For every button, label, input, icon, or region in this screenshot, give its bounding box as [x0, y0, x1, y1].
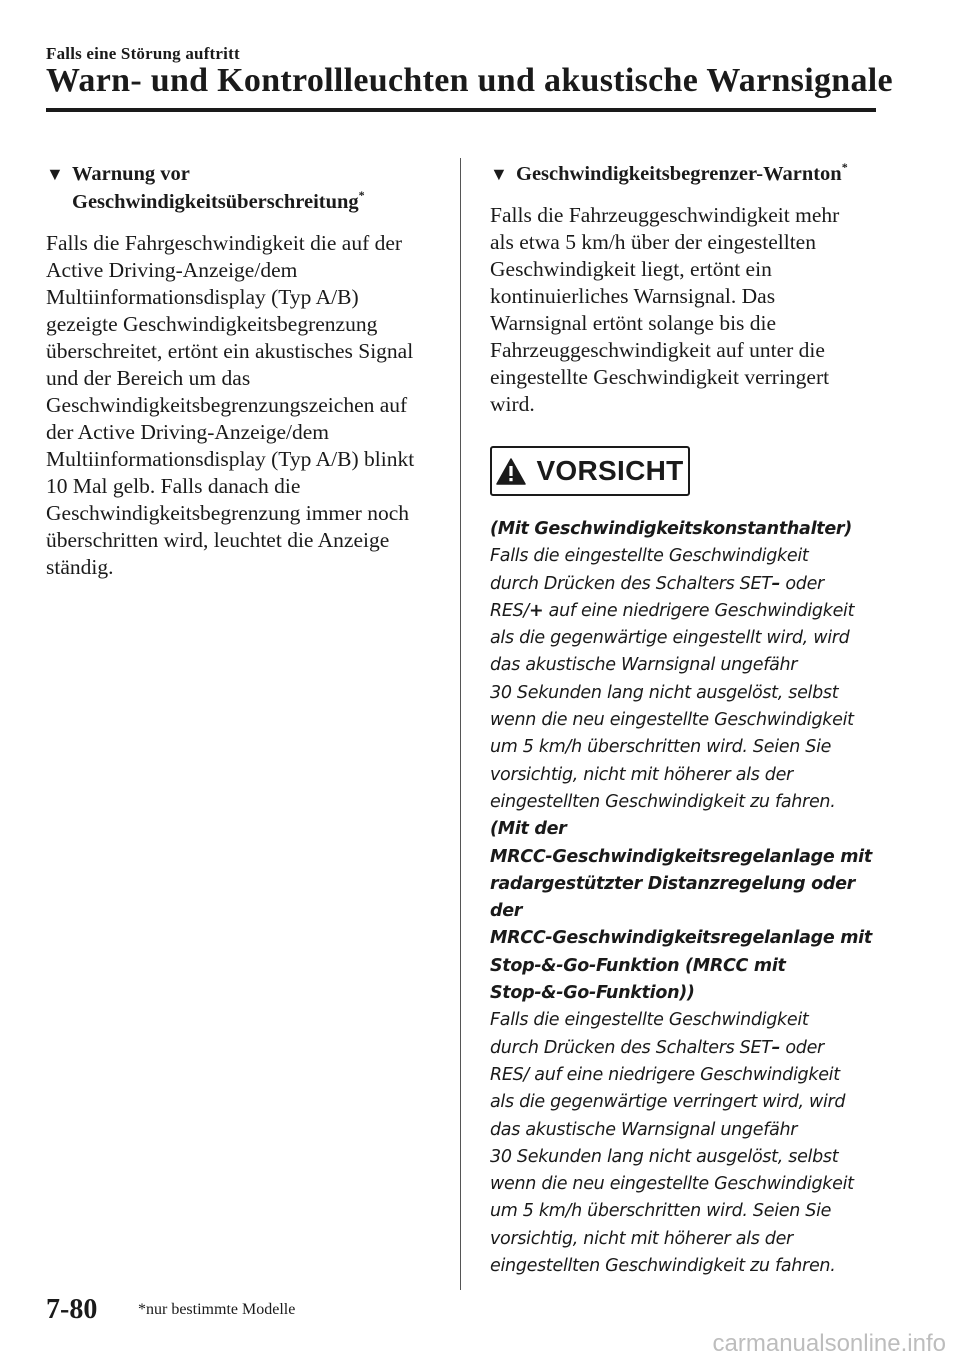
speed-warning-heading-line2: Geschwindigkeitsüberschreitung: [72, 191, 359, 213]
speed-limiter-heading-text: Geschwindigkeitsbegrenzer-Warnton: [516, 163, 842, 185]
caution-text-cruise-b: oder RES/: [490, 573, 824, 621]
caution-text-cruise-c: auf eine niedrigere Geschwindigkeit als die gegenwärtige eingestellt wird, wird das akustische Warnsignal ungefähr 30 Sekunden lang nicht ausgelöst, selbst wenn die neu eingestellte Geschwindigkeit um 5 km/h überschritten wird. Seien Sie vorsichtig, nicht mit höherer als der eingestellten Geschwindigkeit zu fahren.: [490, 600, 855, 812]
caution-box: [490, 446, 690, 496]
footnote-asterisk: *: [841, 160, 848, 174]
triangle-marker-icon: ▼: [46, 164, 64, 184]
section-header: Falls eine Störung auftritt: [46, 44, 240, 63]
column-divider: [460, 158, 461, 1290]
speed-limiter-heading: [490, 160, 890, 188]
triangle-marker-icon: ▼: [490, 164, 508, 184]
footnote-asterisk: *: [358, 188, 365, 202]
watermark: carmanualsonline.info: [712, 1330, 946, 1357]
caution-text-cruise-a: Falls die eingestellte Geschwindigkeit durch Drücken des Schalters SET: [490, 546, 809, 594]
caution-text-mrcc-a: Falls die eingestellte Geschwindigkeit durch Drücken des Schalters SET: [490, 1010, 809, 1058]
res-plus-symbol: +: [529, 600, 544, 621]
page-title: Warn- und Kontrollleuchten und akustische Warnsignale: [46, 62, 893, 99]
set-minus-symbol: –: [771, 573, 781, 594]
footnote: *nur bestimmte Modelle: [138, 1301, 296, 1318]
caution-title-mrcc: (Mit der MRCC-Geschwindigkeitsregelanlage mit radargestützter Distanzregelung oder der MRCC-Geschwindigkeitsregelanlage mit Stop-&-Go-Funktion (MRCC mit Stop-&-Go-Funktion)): [490, 819, 872, 1004]
right-column: [490, 160, 890, 1280]
caution-text-mrcc-b: oder RES/ auf eine niedrigere Geschwindigkeit als die gegenwärtige verringert wird, wird das akustische Warnsignal ungefähr 30 Sekunden lang nicht ausgelöst, selbst wenn die neu eingestellte Geschwindigkeit um 5 km/h überschritten wird. Seien Sie vorsichtig, nicht mit höherer als der eingestellten Geschwindigkeit zu fahren.: [490, 1037, 854, 1277]
caution-title-cruise: (Mit Geschwindigkeitskonstanthalter): [490, 519, 852, 539]
page-number: 7-80: [46, 1294, 98, 1325]
set-minus-symbol: –: [771, 1037, 781, 1058]
caution-label: VORSICHT: [536, 455, 684, 486]
caution-text: [490, 516, 890, 1280]
header-rule: [46, 108, 876, 112]
left-column: [46, 160, 446, 581]
speed-warning-heading: [46, 160, 446, 216]
warning-triangle-icon: [496, 458, 526, 485]
speed-warning-body: Falls die Fahrgeschwindigkeit die auf der Active Driving-Anzeige/dem Multiinformationsdisplay (Typ A/B) gezeigte Geschwindigkeitsbegrenzung überschreitet, ertönt ein akustisches Signal und der Bereich um das Geschwindigkeitsbegrenzungszeichen auf der Active Driving-Anzeige/dem Multiinformationsdisplay (Typ A/B) blinkt 10 Mal gelb. Falls danach die Geschwindigkeitsbegrenzung immer noch überschritten wird, leuchtet die Anzeige ständig.: [46, 231, 415, 579]
speed-limiter-body: Falls die Fahrzeuggeschwindigkeit mehr als etwa 5 km/h über der eingestellten Geschwindigkeit liegt, ertönt ein kontinuierliches Warnsignal. Das Warnsignal ertönt solange bis die Fahrzeuggeschwindigkeit auf unter die eingestellte Geschwindigkeit verringert wird.: [490, 203, 840, 416]
speed-warning-heading-line1: Warnung vor: [72, 163, 190, 185]
